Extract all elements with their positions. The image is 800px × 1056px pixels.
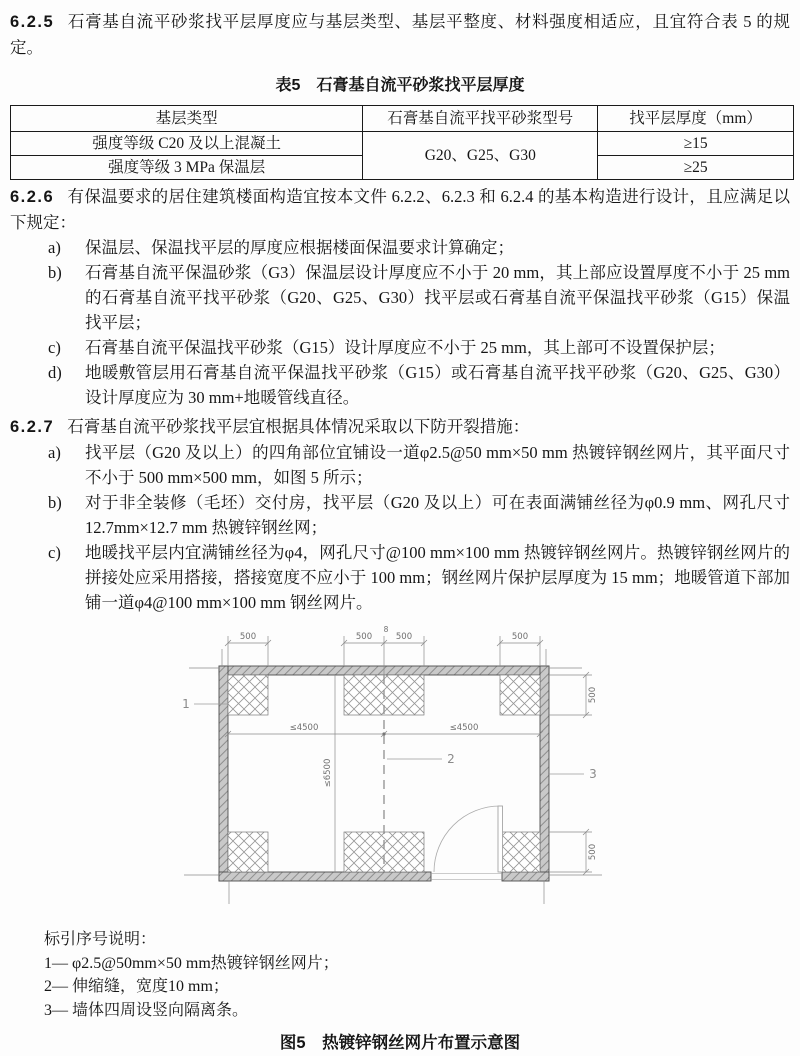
wall-bottom-left — [219, 872, 431, 881]
clause-number: 6.2.5 — [10, 13, 55, 31]
mesh-panel-bottom-middle — [344, 832, 424, 872]
legend-title: 标引序号说明： — [44, 931, 157, 948]
wall-right — [540, 666, 549, 881]
item-marker: c) — [48, 338, 61, 357]
clause-number: 6.2.6 — [10, 188, 55, 206]
list-item — [48, 235, 790, 260]
door-swing-arc — [434, 806, 500, 872]
door-leaf — [498, 806, 503, 872]
table-header-row — [11, 106, 794, 132]
mesh-panel-top-left — [228, 675, 268, 715]
callout-1-label: 1 — [182, 697, 190, 711]
clause-6-2-7 — [10, 414, 790, 440]
cell-base-type: 强度等级 3 MPa 保温层 — [11, 156, 363, 180]
clause-number: 6.2.7 — [10, 418, 55, 436]
item-marker: b) — [48, 263, 62, 282]
dim-label-500-top-1: 500 — [239, 632, 257, 642]
item-text: 地暖找平层内宜满铺丝径为φ4，网孔尺寸@100 mm×100 mm 热镀锌钢丝网片。热镀锌钢丝网片的拼接处应采用搭接，搭接宽度不应小于 100 mm；钢丝网片保护层厚度为 15 mm；地暖管道下部加铺一道φ4@100 mm×100 mm 钢丝网片。 — [85, 543, 790, 612]
list-item — [48, 360, 790, 410]
item-text: 石膏基自流平保温砂浆（G3）保温层设计厚度应不小于 20 mm，其上部应设置厚度不小于 25 mm 的石膏基自流平找平砂浆（G20、G25、G30）找平层或石膏基自流平保温找平砂浆（G15）保温找平层； — [85, 263, 790, 332]
list-item — [48, 540, 790, 615]
item-text: 保温层、保温找平层的厚度应根据楼面保温要求计算确定； — [85, 238, 514, 257]
clause-6-2-5 — [10, 9, 790, 60]
dim-label-500-top-4: 500 — [511, 632, 529, 642]
item-marker: c) — [48, 543, 61, 562]
cell-thickness: ≥25 — [598, 156, 794, 180]
list-item — [48, 490, 790, 540]
cell-mortar-types: G20、G25、G30 — [363, 132, 598, 180]
col-header-base-type: 基层类型 — [11, 106, 363, 132]
legend-item-2: 2— 伸缩缝，宽度10 mm； — [44, 978, 229, 995]
item-text: 地暖敷管层用石膏基自流平保温找平砂浆（G15）或石膏基自流平找平砂浆（G20、G25、G30）设计厚度应为 30 mm+地暖管线直径。 — [85, 363, 790, 407]
col-header-mortar-grade: 石膏基自流平找平砂浆型号 — [363, 106, 598, 132]
dim-label-6500: ≤6500 — [323, 758, 333, 788]
clause-text: 石膏基自流平砂浆找平层厚度应与基层类型、基层平整度、材料强度相适应，且宜符合表 5 的规定。 — [10, 12, 790, 57]
cell-base-type: 强度等级 C20 及以上混凝土 — [11, 132, 363, 156]
item-text: 石膏基自流平保温找平砂浆（G15）设计厚度应不小于 25 mm，其上部可不设置保护层； — [85, 338, 725, 357]
right-dimensions — [549, 672, 592, 875]
dim-label-mid: 8 — [383, 625, 389, 634]
clause-6-2-6-items — [10, 235, 790, 410]
clause-6-2-6 — [10, 184, 790, 235]
item-marker: d) — [48, 363, 62, 382]
callout-2-label: 2 — [447, 752, 455, 766]
item-marker: a) — [48, 238, 61, 257]
dim-label-4500-right: ≤4500 — [449, 723, 479, 733]
item-text: 找平层（G20 及以上）的四角部位宜铺设一道φ2.5@50 mm×50 mm 热镀锌钢丝网片，其平面尺寸不小于 500 mm×500 mm，如图 5 所示； — [85, 443, 790, 487]
mesh-panel-bottom-left — [228, 832, 268, 872]
table-5-title: 表5 石膏基自流平砂浆找平层厚度 — [275, 77, 525, 94]
col-header-thickness: 找平层厚度（mm） — [598, 106, 794, 132]
list-item — [48, 335, 790, 360]
legend-item-1: 1— φ2.5@50mm×50 mm热镀锌钢丝网片； — [44, 954, 339, 972]
legend-item-3: 3— 墙体四周设竖向隔离条。 — [44, 1001, 249, 1019]
mesh-panel-top-right — [500, 675, 540, 715]
cell-thickness: ≥15 — [598, 132, 794, 156]
mesh-panel-bottom-right — [500, 832, 540, 872]
figure-5-drawing — [134, 621, 790, 918]
figure-legend — [44, 928, 790, 1022]
dim-label-4500-left: ≤4500 — [289, 723, 319, 733]
dim-label-500-right-bottom: 500 — [588, 843, 598, 861]
list-item — [48, 260, 790, 335]
clause-text: 石膏基自流平砂浆找平层宜根据具体情况采取以下防开裂措施： — [67, 417, 530, 436]
item-marker: b) — [48, 493, 62, 512]
wall-left — [219, 666, 228, 881]
dim-label-500-top-3: 500 — [395, 632, 413, 642]
item-marker: a) — [48, 443, 61, 462]
clause-6-2-7-items — [10, 440, 790, 615]
wall-bottom-right — [502, 872, 549, 881]
callout-3-label: 3 — [589, 767, 597, 781]
clause-text: 有保温要求的居住建筑楼面构造宜按本文件 6.2.2、6.2.3 和 6.2.4 的基本构造进行设计，且应满足以下规定： — [10, 187, 790, 232]
dim-label-500-right-top: 500 — [588, 686, 598, 704]
item-text: 对于非全装修（毛坯）交付房，找平层（G20 及以上）可在表面满铺丝径为φ0.9 mm、网孔尺寸 12.7mm×12.7 mm 热镀锌钢丝网； — [85, 493, 790, 537]
table-5 — [10, 105, 794, 180]
table-row — [11, 132, 794, 156]
figure-5-svg — [134, 621, 674, 911]
list-item — [48, 440, 790, 490]
dimension-node — [382, 732, 385, 735]
figure-5-caption: 图5 热镀锌钢丝网片布置示意图 — [279, 1034, 521, 1052]
dim-label-500-top-2: 500 — [355, 632, 373, 642]
